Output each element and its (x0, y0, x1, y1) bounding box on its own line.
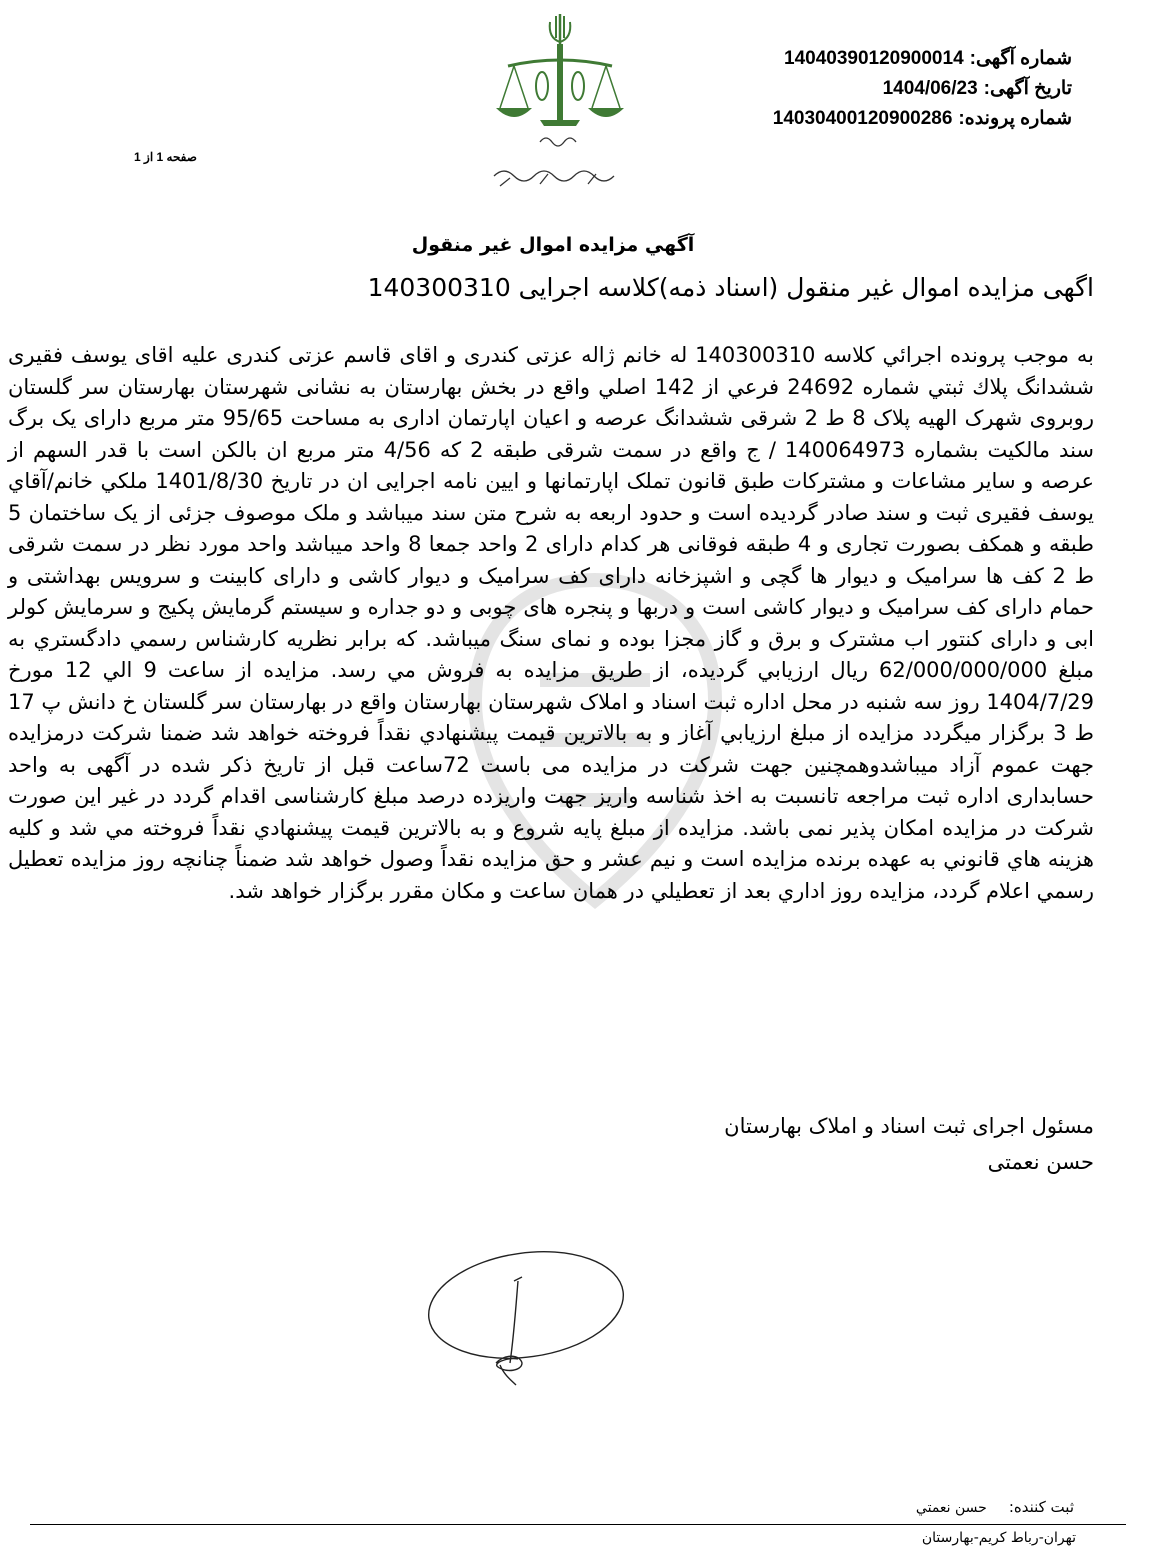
notice-meta (773, 44, 1072, 134)
registrar-label: ثبت کننده: (1008, 1498, 1074, 1516)
notice-number: 14040390120900014 (784, 48, 964, 69)
file-number-row (773, 104, 1072, 134)
footer-location: تهران-رباط کریم-بهارستان (921, 1530, 1076, 1546)
notice-subtitle: اگهی مزایده اموال غیر منقول (اسناد ذمه)کلاسه اجرایی 140300310 (367, 273, 1094, 302)
notice-number-label: شماره آگهی: (969, 48, 1072, 69)
notice-date: 1404/06/23 (882, 78, 978, 99)
signer-block (724, 1108, 1094, 1180)
notice-title: آگهي مزايده اموال غير منقول (411, 234, 695, 256)
footer-divider (30, 1524, 1126, 1525)
file-number: 14030400120900286 (772, 108, 953, 129)
file-number-label: شماره پرونده: (958, 108, 1072, 129)
registrar-name: حسن نعمتي (915, 1500, 987, 1516)
signer-role: مسئول اجرای ثبت اسناد و املاک بهارستان (724, 1114, 1094, 1138)
notice-body: به موجب پرونده اجرائي كلاسه 140300310 له خانم ژاله عزتی کندری و اقای قاسم عزتی کندری علیه اقای یوسف فقیری ششدانگ پلاك ثبتي شماره 24692 فرعي از 142 اصلي واقع در بخش بهارستان به نشانی شهرستان بهارستان سر گلستان روبروی شهرک الهیه پلاک 8 ط 2 شرقی ششدانگ عرصه و اعیان اپارتمان اداری به مساحت 95/65 متر مربع دارای یک برگ سند مالکیت بشماره 140064973 / ج واقع در سمت شرقی طبقه 2 که 4/56 متر مربع ان بالکن است با قدر السهم از عرصه و سایر مشاعات و مشترکات طبق قانون تملک اپارتمانها و ایین نامه اجرایی ان در تاریخ 1401/8/30 ملكي خانم/آقاي يوسف فقیری ثبت و سند صادر گردیده است و حدود اربعه به شرح متن سند میباشد و ملک موصوف جزئی از یک ساختمان 5 طبقه و همکف بصورت تجاری و 4 طبقه فوقانی هر کدام دارای 2 واحد جمعا 8 واحد میباشد واحد مورد نظر در سمت شرقی ط 2 کف ها سرامیک و دیوار ها گچی و اشپزخانه دارای کف سرامیک و دیوار کاشی و دارای کابینت و سرویس بهداشتی و حمام دارای کف سرامیک و دیوار کاشی است و دربها و پنجره های چوبی و دو جداره و سیستم گرمایش پکیج و سرمایش کولر ابی و دارای کنتور اب مشترک و برق و گاز مجزا بوده و نمای سنگ میباشد. كه برابر نظريه كارشناس رسمي دادگستري به مبلغ 62/000/000/000 ريال ارزيابي گرديده، از طريق مزايده به فروش مي رسد. مزايده از ساعت 9 الي 12 مورخ 1404/7/29 روز سه شنبه در محل اداره ثبت اسناد و املاک شهرستان بهارستان واقع در بهارستان سر گلستان خ دانش پ 17 ط 3 برگزار ميگردد مزايده از مبلغ ارزيابي آغاز و به بالاترين قيمت پيشنهادي نقداً فروخته خواهد شد ضمنا شرکت درمزایده جهت عموم آزاد میباشدوهمچنین جهت شرکت در مزایده می باست 72ساعت قبل از تاریخ ذکر شده در آگهی به واحد حسابداری اداره ثبت مراجعه تانسبت به اخذ شناسه واریز جهت واریزده درصد مبلغ کارشناسی اقدام گردد در غیر این صورت شرکت در مزایده امکان پذیر نمی باشد. مزايده از مبلغ پايه شروع و به بالاترين قيمت پيشنهادي نقداً فروخته مي شد و كليه هزينه هاي قانوني به عهده برنده مزايده است و نيم عشر و حق مزايده نقداً وصول خواهد شد ضمناً چنانچه روز مزايده تعطيل رسمي اعلام گردد، مزايده روز اداري بعد از تعطيلي در همان ساعت و مكان مقرر برگزار خواهد شد. (8, 343, 1095, 903)
signature-icon (418, 1245, 633, 1390)
signer-name: حسن نعمتی (987, 1150, 1094, 1174)
notice-date-label: تاریخ آگهی: (983, 78, 1072, 99)
notice-date-row (773, 74, 1072, 104)
page-indicator: صفحه 1 از 1 (134, 150, 197, 164)
judiciary-emblem-icon (470, 8, 650, 198)
notice-number-row (773, 44, 1072, 74)
registrar-row (916, 1498, 1074, 1516)
